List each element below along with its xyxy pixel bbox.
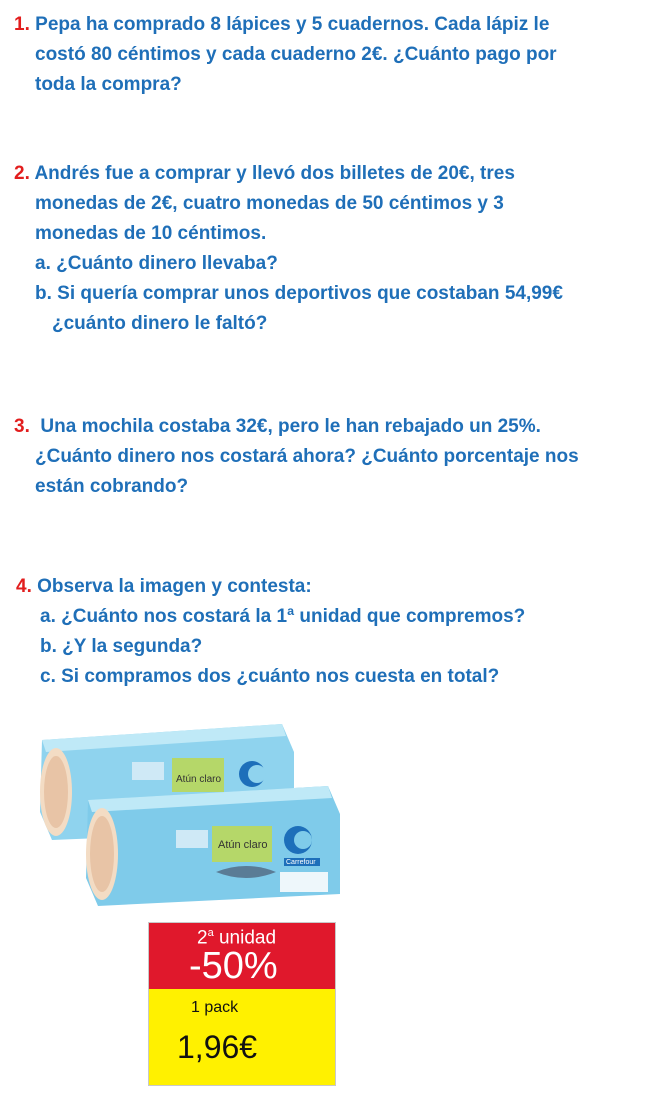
- question-2-line-1: 2. Andrés fue a comprar y llevó dos billetes de 20€, tres: [14, 163, 515, 184]
- question-4-line-1: 4. Observa la imagen y contesta:: [16, 576, 312, 597]
- question-2-line-2: monedas de 2€, cuatro monedas de 50 céntimos y 3: [35, 193, 504, 214]
- tuna-cans-illustration: [36, 712, 346, 912]
- pack-label: 1 pack: [191, 999, 239, 1016]
- price-tag: [148, 922, 336, 1086]
- brand-label: Carrefour: [286, 859, 316, 866]
- can-label-back: Atún claro: [176, 774, 222, 785]
- question-4-sub-b: b. ¿Y la segunda?: [40, 636, 203, 657]
- question-2-sub-b-cont: ¿cuánto dinero le faltó?: [52, 313, 268, 334]
- question-2-sub-b: b. Si quería comprar unos deportivos que costaban 54,99€: [35, 283, 563, 304]
- question-number: 3.: [14, 416, 30, 437]
- question-1-line-3: toda la compra?: [35, 74, 182, 95]
- question-number: 1.: [14, 14, 30, 35]
- discount-value: -50%: [189, 945, 278, 987]
- question-4: [16, 572, 525, 692]
- tuna-pack-front: [86, 786, 340, 906]
- question-2-line-3: monedas de 10 céntimos.: [35, 223, 267, 244]
- question-3-line-1: 3. Una mochila costaba 32€, pero le han rebajado un 25%.: [14, 416, 541, 437]
- question-3-line-3: están cobrando?: [35, 476, 189, 497]
- question-3-line-2: ¿Cuánto dinero nos costará ahora? ¿Cuánto porcentaje nos: [35, 446, 579, 467]
- price-tag-discount-area: [149, 923, 335, 989]
- question-2-sub-a: a. ¿Cuánto dinero llevaba?: [35, 253, 278, 274]
- question-1-line-1: 1. Pepa ha comprado 8 lápices y 5 cuadernos. Cada lápiz le: [14, 14, 550, 35]
- question-4-sub-a: a. ¿Cuánto nos costará la 1ª unidad que compremos?: [40, 606, 526, 627]
- question-1: [14, 10, 557, 100]
- can-label-front: Atún claro: [218, 839, 268, 851]
- question-2: [14, 159, 563, 339]
- question-number: 2.: [14, 163, 30, 184]
- price-value: 1,96€: [177, 1029, 258, 1065]
- question-4-sub-c: c. Si compramos dos ¿cuánto nos cuesta en total?: [40, 666, 500, 687]
- tuna-cans-image: [36, 712, 346, 912]
- question-number: 4.: [16, 576, 32, 597]
- question-3: [14, 412, 579, 502]
- price-tag-price-area: [149, 989, 335, 1085]
- question-1-line-2: costó 80 céntimos y cada cuaderno 2€. ¿Cuánto pago por: [35, 44, 557, 65]
- second-unit-label: 2$^a$ unidad: [197, 927, 277, 949]
